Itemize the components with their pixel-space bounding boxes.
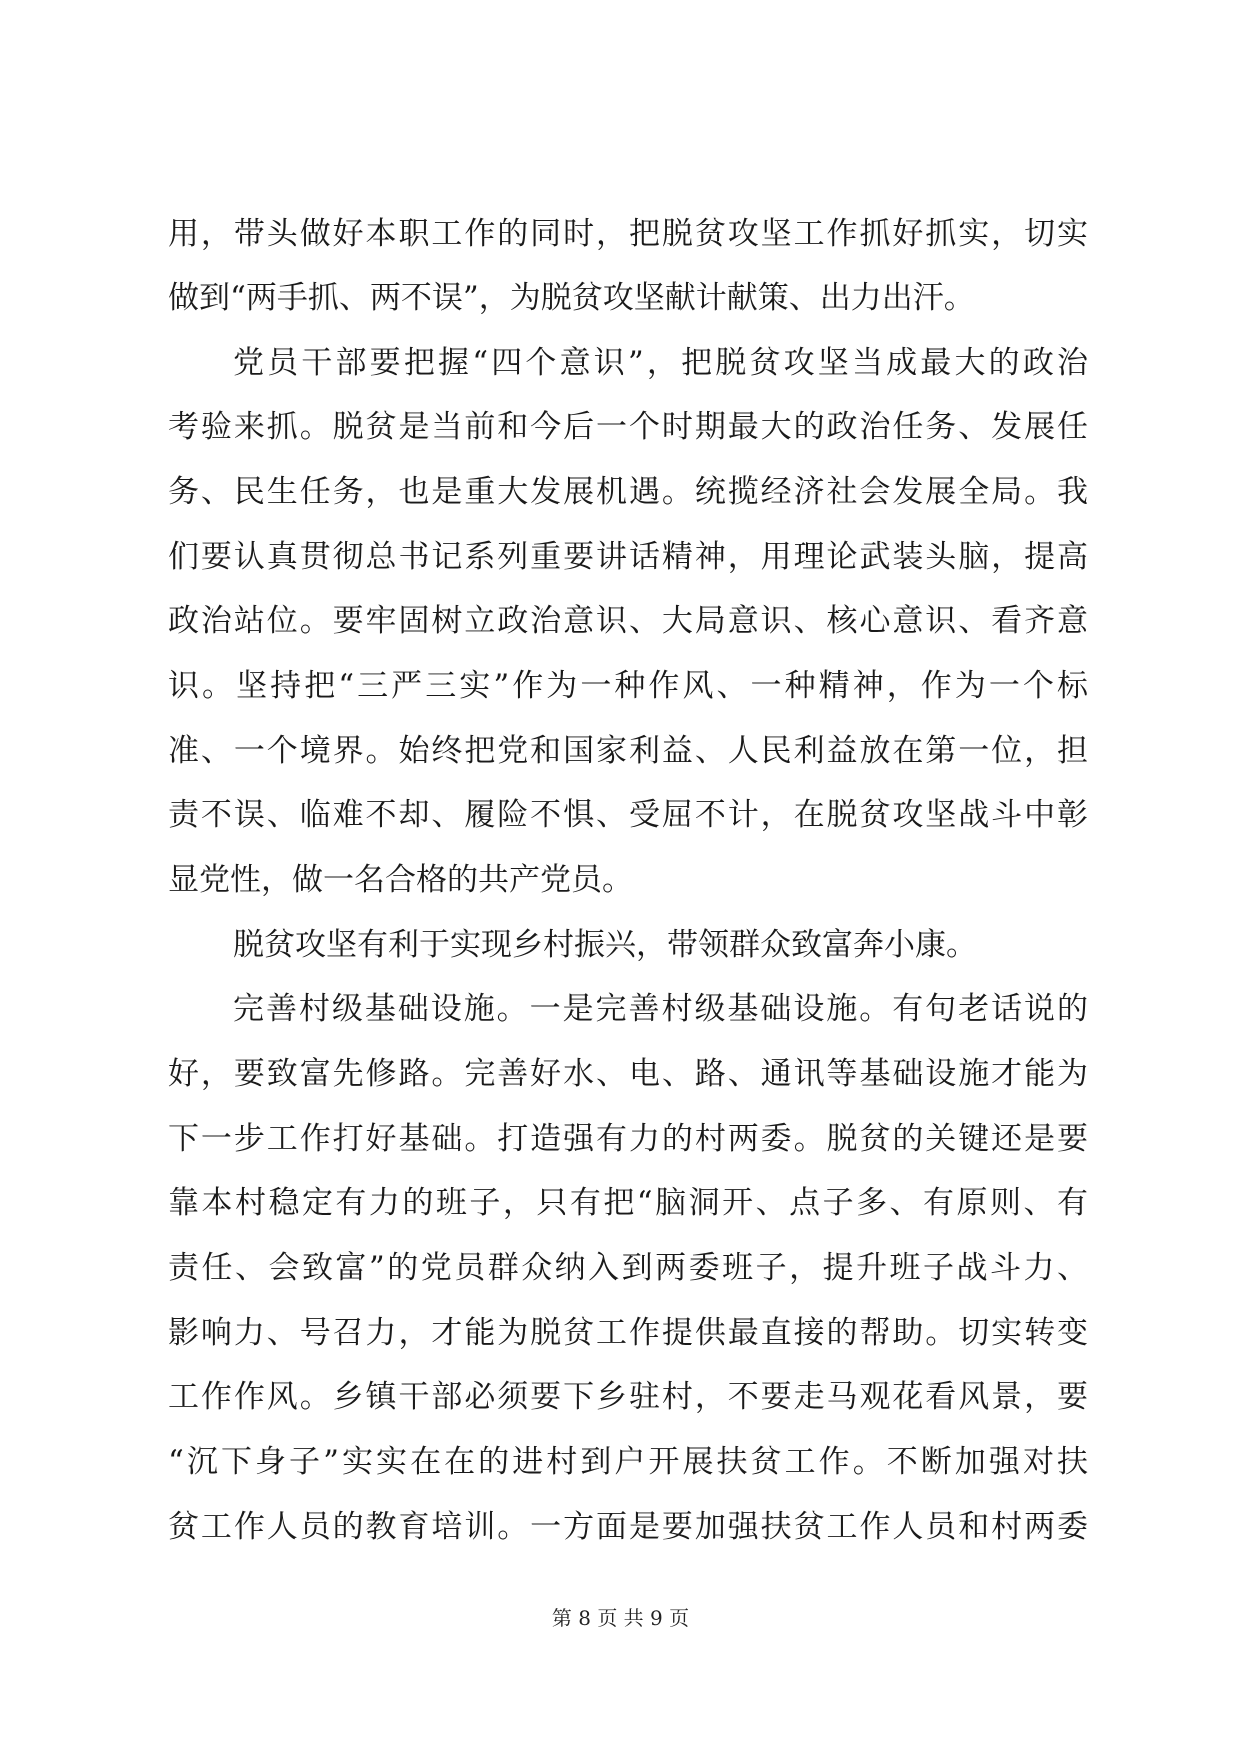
paragraph-line: 用，带头做好本职工作的同时，把脱贫攻坚工作抓好抓实，切实 xyxy=(168,216,1088,252)
paragraph-line: 识。坚持把“三严三实”作为一种作风、一种精神，作为一个标 xyxy=(168,668,1088,704)
paragraph-line: 准、一个境界。始终把党和国家利益、人民利益放在第一位，担 xyxy=(168,733,1088,769)
paragraph-line: 显党性，做一名合格的共产党员。 xyxy=(168,862,633,898)
page-footer: 第 8 页 共 9 页 xyxy=(551,1606,690,1630)
paragraph-line: 务、民生任务，也是重大发展机遇。统揽经济社会发展全局。我 xyxy=(168,474,1088,510)
paragraph-line: 下一步工作打好基础。打造强有力的村两委。脱贫的关键还是要 xyxy=(168,1121,1088,1157)
paragraph-line: 们要认真贯彻总书记系列重要讲话精神，用理论武装头脑，提高 xyxy=(168,539,1088,575)
paragraph-line: 考验来抓。脱贫是当前和今后一个时期最大的政治任务、发展任 xyxy=(168,409,1088,445)
paragraph-line: 贫工作人员的教育培训。一方面是要加强扶贫工作人员和村两委 xyxy=(168,1509,1088,1545)
paragraph-line: 责不误、临难不却、履险不惧、受屈不计，在脱贫攻坚战斗中彰 xyxy=(168,797,1088,833)
paragraph-line: 脱贫攻坚有利于实现乡村振兴，带领群众致富奔小康。 xyxy=(233,927,977,963)
paragraph-line: 党员干部要把握“四个意识”，把脱贫攻坚当成最大的政治 xyxy=(233,345,1088,381)
paragraph-line: 靠本村稳定有力的班子，只有把“脑洞开、点子多、有原则、有 xyxy=(168,1185,1088,1221)
paragraph-line: 做到“两手抓、两不误”，为脱贫攻坚献计献策、出力出汗。 xyxy=(168,280,975,316)
paragraph-line: 责任、会致富”的党员群众纳入到两委班子，提升班子战斗力、 xyxy=(168,1250,1088,1286)
paragraph-line: 好，要致富先修路。完善好水、电、路、通讯等基础设施才能为 xyxy=(168,1056,1088,1092)
paragraph-line: 政治站位。要牢固树立政治意识、大局意识、核心意识、看齐意 xyxy=(168,603,1088,639)
paragraph-line: “沉下身子”实实在在的进村到户开展扶贫工作。不断加强对扶 xyxy=(168,1444,1088,1480)
paragraph-line: 影响力、号召力，才能为脱贫工作提供最直接的帮助。切实转变 xyxy=(168,1315,1088,1351)
paragraph-line: 完善村级基础设施。一是完善村级基础设施。有句老话说的 xyxy=(233,991,1088,1027)
paragraph-line: 工作作风。乡镇干部必须要下乡驻村，不要走马观花看风景，要 xyxy=(168,1379,1088,1415)
